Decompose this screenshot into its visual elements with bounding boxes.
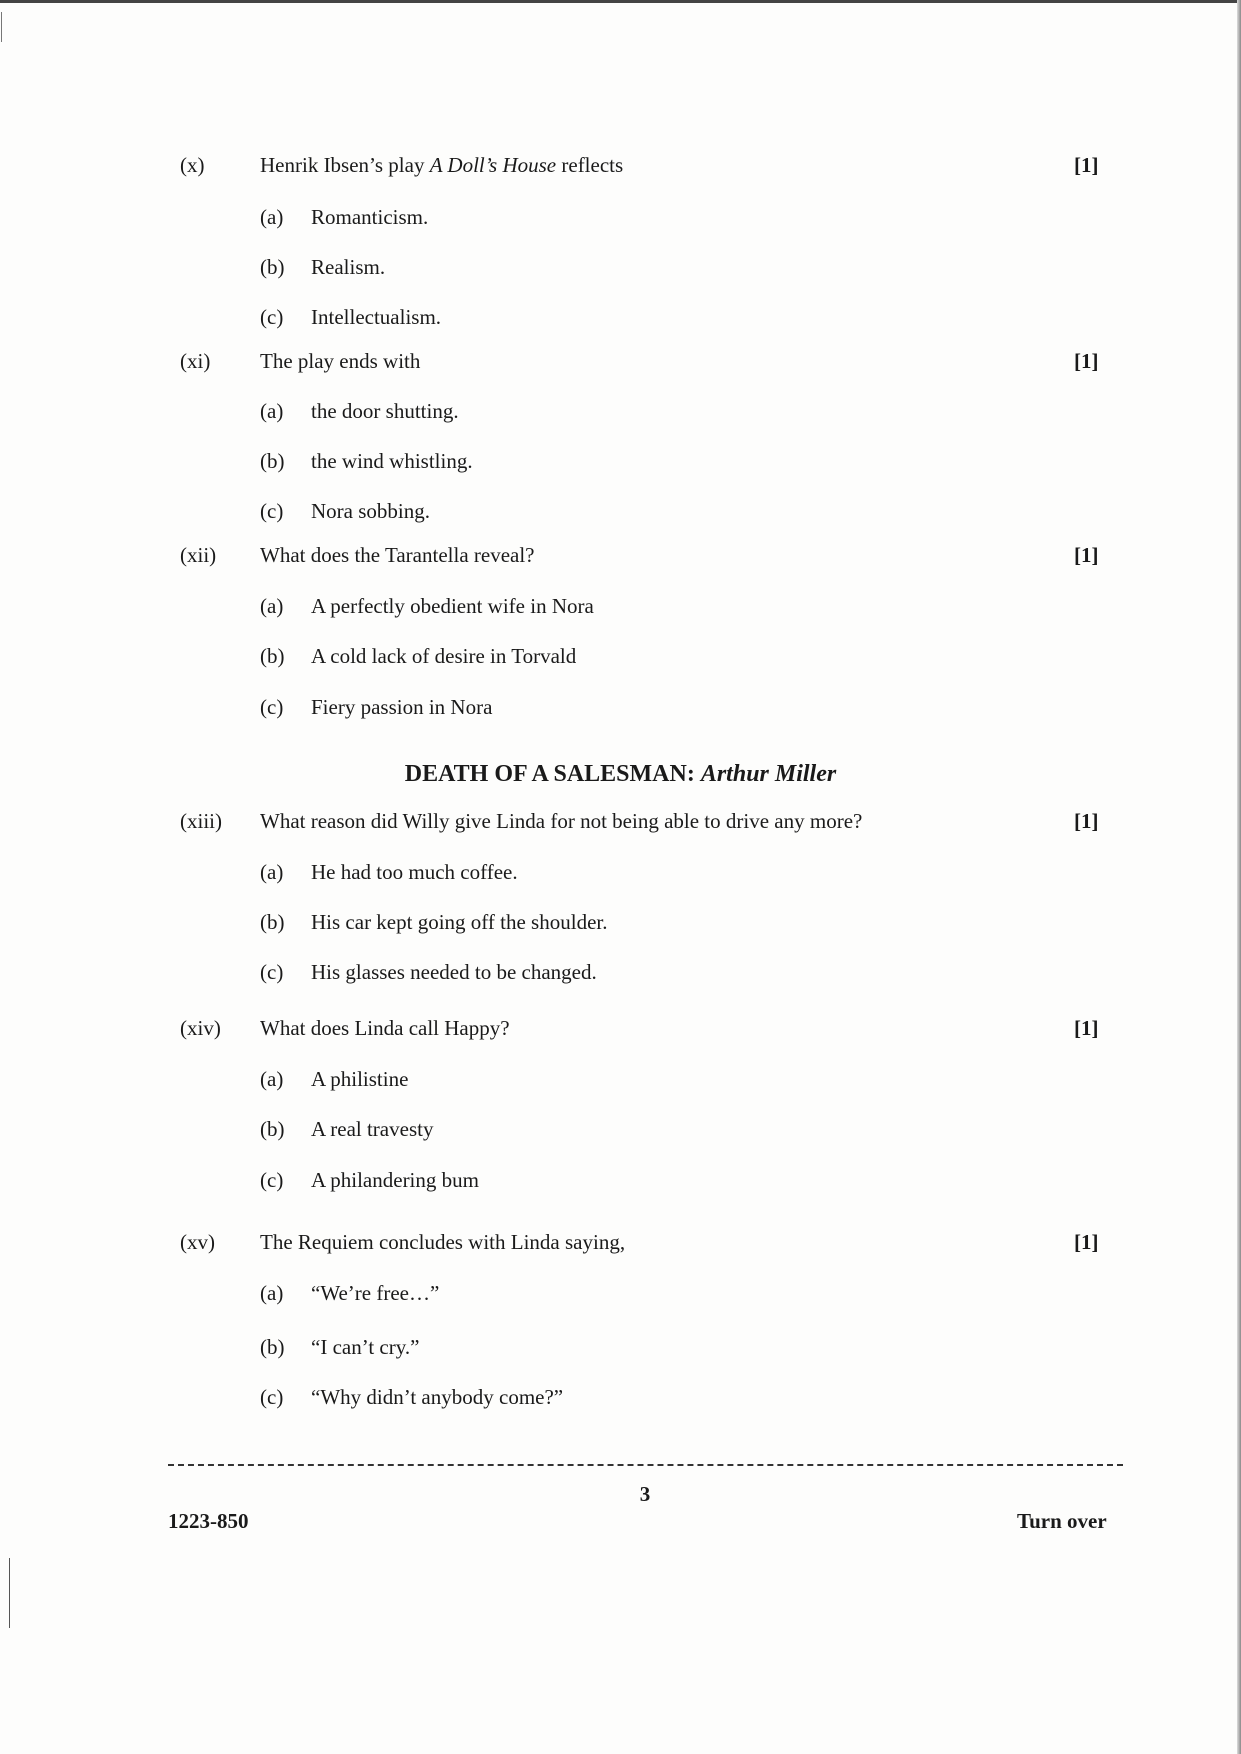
question-text: Henrik Ibsen’s play A Doll’s House reflects bbox=[260, 153, 624, 177]
option-letter: (a) bbox=[260, 1067, 284, 1091]
option-text: He had too much coffee. bbox=[311, 860, 518, 884]
question-text: The play ends with bbox=[260, 349, 421, 373]
question-mark: [1] bbox=[1074, 1230, 1099, 1254]
question-number: (xi) bbox=[180, 349, 211, 373]
scan-mark-left bbox=[9, 1558, 10, 1628]
scan-edge-top bbox=[0, 0, 1241, 3]
option-letter: (a) bbox=[260, 1281, 284, 1305]
option-text: “I can’t cry.” bbox=[311, 1335, 420, 1359]
option-letter: (b) bbox=[260, 644, 285, 668]
option-letter: (c) bbox=[260, 1385, 284, 1409]
option-text: Realism. bbox=[311, 255, 386, 279]
option-text: His glasses needed to be changed. bbox=[311, 960, 597, 984]
option-letter: (c) bbox=[260, 305, 284, 329]
question-mark: [1] bbox=[1074, 543, 1099, 567]
question-mark: [1] bbox=[1074, 809, 1099, 833]
question-text: What does the Tarantella reveal? bbox=[260, 543, 535, 567]
option-letter: (a) bbox=[260, 399, 284, 423]
option-text: Nora sobbing. bbox=[311, 499, 430, 523]
turn-over-label: Turn over bbox=[1017, 1509, 1107, 1533]
option-letter: (a) bbox=[260, 594, 284, 618]
question-mark: [1] bbox=[1074, 153, 1099, 177]
question-mark: [1] bbox=[1074, 1016, 1099, 1040]
section-author: Arthur Miller bbox=[700, 761, 837, 787]
question-number: (xii) bbox=[180, 543, 217, 567]
option-letter: (a) bbox=[260, 860, 284, 884]
option-letter: (c) bbox=[260, 1168, 284, 1192]
scan-mark-left-top bbox=[1, 12, 2, 42]
question-text: What reason did Willy give Linda for not being able to drive any more? bbox=[260, 809, 863, 833]
option-text: A perfectly obedient wife in Nora bbox=[311, 594, 594, 618]
option-letter: (b) bbox=[260, 255, 285, 279]
option-letter: (b) bbox=[260, 910, 285, 934]
option-text: Fiery passion in Nora bbox=[311, 695, 493, 719]
question-number: (xiv) bbox=[180, 1016, 221, 1040]
section-heading: DEATH OF A SALESMAN: Arthur Miller bbox=[404, 761, 837, 787]
question-mark: [1] bbox=[1074, 349, 1099, 373]
option-text: Intellectualism. bbox=[311, 305, 442, 329]
option-text: A real travesty bbox=[311, 1117, 434, 1141]
option-letter: (c) bbox=[260, 695, 284, 719]
option-text: Romanticism. bbox=[311, 205, 429, 229]
option-letter: (c) bbox=[260, 960, 284, 984]
question-number: (x) bbox=[180, 153, 205, 177]
page-number: 3 bbox=[639, 1482, 651, 1506]
question-number: (xv) bbox=[180, 1230, 215, 1254]
option-letter: (a) bbox=[260, 205, 284, 229]
option-text: A philistine bbox=[311, 1067, 409, 1091]
option-text: A philandering bum bbox=[311, 1168, 479, 1192]
question-number: (xiii) bbox=[180, 809, 222, 833]
option-text: His car kept going off the shoulder. bbox=[311, 910, 608, 934]
option-letter: (b) bbox=[260, 449, 285, 473]
option-letter: (c) bbox=[260, 499, 284, 523]
footer-divider bbox=[168, 1464, 1123, 1466]
option-text: “We’re free…” bbox=[311, 1281, 440, 1305]
option-text: the wind whistling. bbox=[311, 449, 473, 473]
question-text: The Requiem concludes with Linda saying, bbox=[260, 1230, 626, 1254]
option-letter: (b) bbox=[260, 1117, 285, 1141]
option-text: the door shutting. bbox=[311, 399, 459, 423]
option-letter: (b) bbox=[260, 1335, 285, 1359]
option-text: A cold lack of desire in Torvald bbox=[311, 644, 577, 668]
paper-code: 1223-850 bbox=[168, 1509, 249, 1533]
question-text: What does Linda call Happy? bbox=[260, 1016, 510, 1040]
option-text: “Why didn’t anybody come?” bbox=[311, 1385, 564, 1409]
